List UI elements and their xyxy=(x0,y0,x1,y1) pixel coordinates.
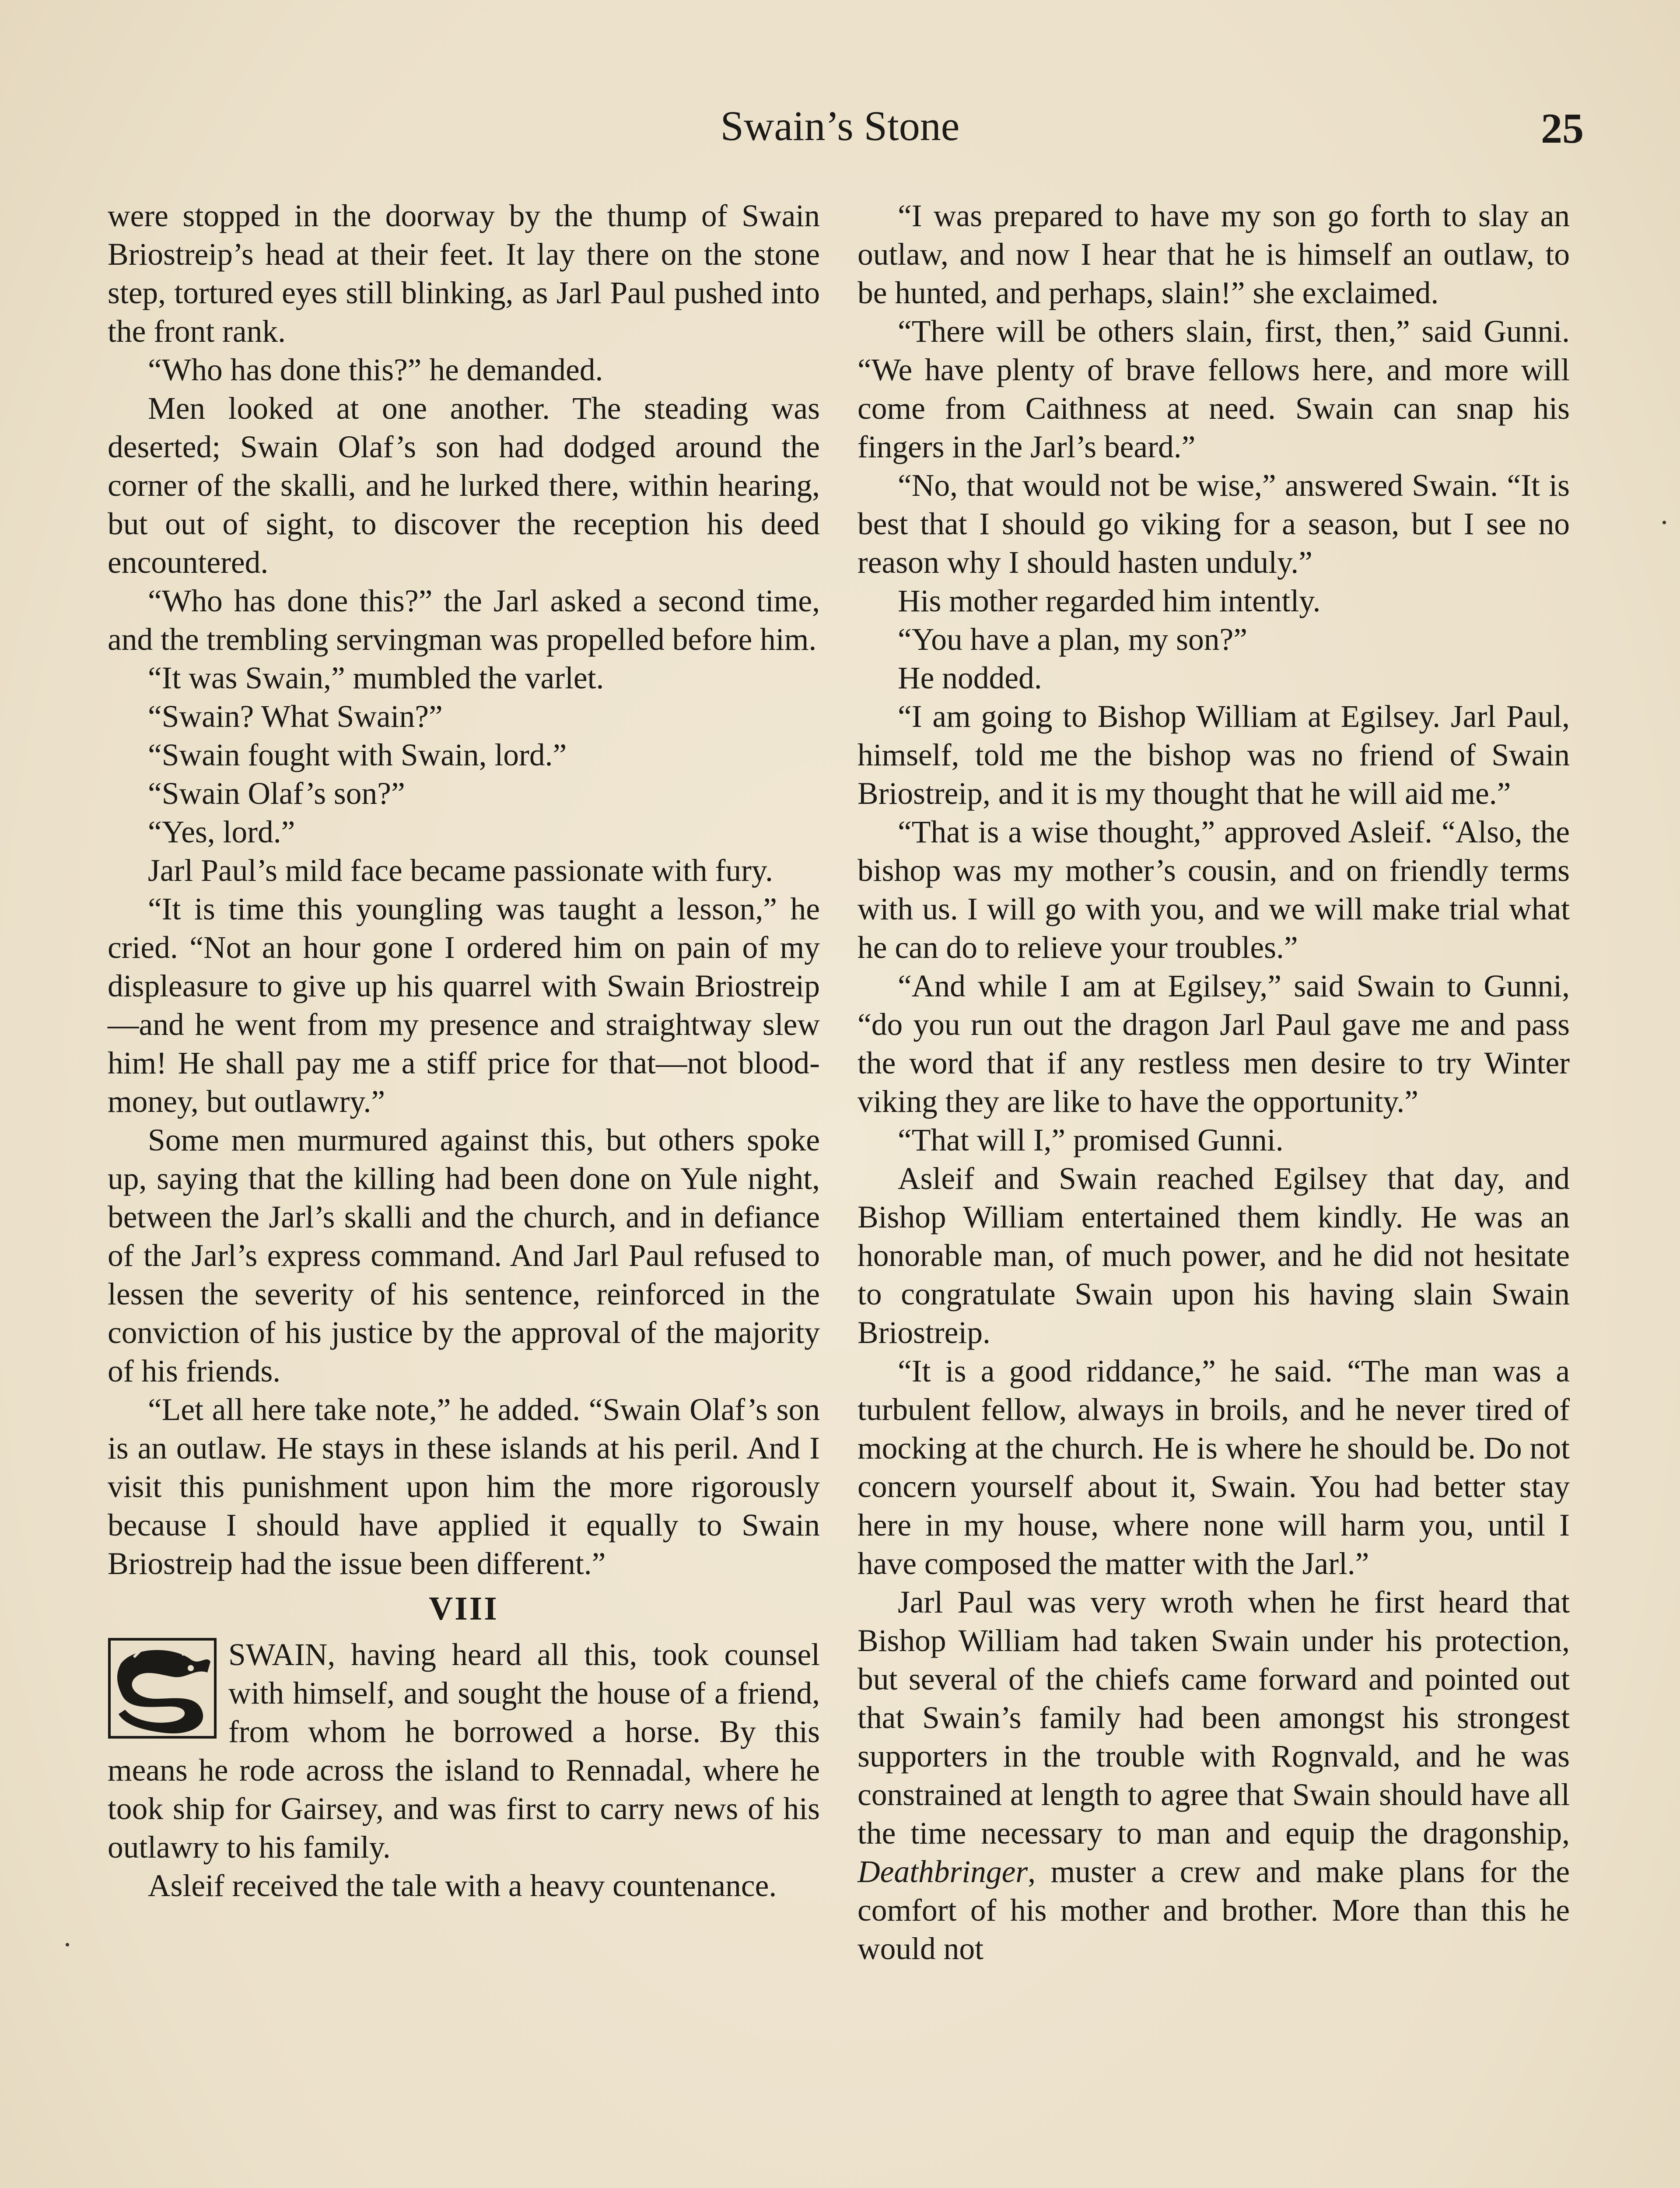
paragraph: “Who has done this?” the Jarl asked a second time, and the trembling servingman was propelled before him. xyxy=(108,584,820,657)
right-column xyxy=(858,197,1570,1968)
paragraph-last xyxy=(858,1583,1570,1968)
paragraph: “It is time this youngling was taught a lesson,” he cried. “Not an hour gone I ordered him on pain of my displeasure to give up his quarrel with Swain Briostreip—and he went from my presence and straightway slew him! He shall pay me a stiff price for that—not blood-money, but outlawry.” xyxy=(108,892,820,1119)
paragraph: “And while I am at Egilsey,” said Swain to Gunni, “do you run out the dragon Jarl Paul gave me and pass the word that if any restless men desire to try Winter viking they are like to have the opportunity.” xyxy=(858,969,1570,1119)
paragraph: Asleif and Swain reached Egilsey that day, and Bishop William entertained them kindly. He was an honorable man, of much power, and he did not hesitate to congratulate Swain upon his having slain Swain Briostreip. xyxy=(858,1161,1570,1350)
paper-speck xyxy=(66,1943,69,1946)
paragraph: He nodded. xyxy=(898,661,1042,695)
paragraph: Men looked at one another. The steading was deserted; Swain Olaf’s son had dodged around the corner of the skalli, and he lurked there, within hearing, but out of sight, to discover the reception his deed encountered. xyxy=(108,391,820,580)
paragraph: “I was prepared to have my son go forth to slay an outlaw, and now I hear that he is himself an outlaw, to be hunted, and perhaps, slain!” she exclaimed. xyxy=(858,199,1570,310)
paragraph: “Swain fought with Swain, lord.” xyxy=(148,738,567,772)
paragraph: “Yes, lord.” xyxy=(148,815,295,849)
paragraph: “Swain Olaf’s son?” xyxy=(148,776,405,811)
paragraph: “Who has done this?” he demanded. xyxy=(148,353,603,387)
paragraph: were stopped in the doorway by the thump of Swain Briostreip’s head at their feet. It lay there on the stone step, tortured eyes still blinking, as Jarl Paul pushed into the front rank. xyxy=(108,199,820,349)
paragraph: “It is a good riddance,” he said. “The man was a turbulent fellow, always in broils, and he never tired of mocking at the church. He is where he should be. Do not concern yourself about it, Swain. You had better stay here in my house, where none will harm you, until I have composed the matter with the Jarl.” xyxy=(858,1354,1570,1581)
decorative-initial-s-icon xyxy=(108,1637,217,1739)
paragraph: “You have a plan, my son?” xyxy=(898,622,1247,657)
paragraph: Asleif received the tale with a heavy countenance. xyxy=(148,1869,777,1903)
dropcap-paragraph xyxy=(108,1636,820,1867)
paragraph: “That is a wise thought,” approved Asleif. “Also, the bishop was my mother’s cousin, and on friendly terms with us. I will go with you, and we will make trial what he can do to relieve your troubles.” xyxy=(858,815,1570,965)
page-header xyxy=(0,100,1680,165)
paper-speck xyxy=(1662,521,1666,524)
paragraph: “I am going to Bishop William at Egilsey. Jarl Paul, himself, told me the bishop was no friend of Swain Briostreip, and it is my thought that he will aid me.” xyxy=(858,699,1570,811)
paragraph: Some men murmured against this, but others spoke up, saying that the killing had been done on Yule night, between the Jarl’s skalli and the church, and in defiance of the Jarl’s express command. And Jarl Paul refused to lessen the severity of his sentence, reinforced in the conviction of his justice by the approval of the majority of his friends. xyxy=(108,1123,820,1389)
paragraph: His mother regarded him intently. xyxy=(898,584,1321,618)
paragraph: “That will I,” promised Gunni. xyxy=(898,1123,1284,1157)
paragraph-text: , muster a crew and make plans for the comfort of his mother and brother. More than this he would not xyxy=(858,1855,1570,1966)
paragraph: “Let all here take note,” he added. “Swain Olaf’s son is an outlaw. He stays in these islands at his peril. And I visit this punishment upon him the more rigorously because I should have applied it equally to Swain Briostreip had the issue been different.” xyxy=(108,1392,820,1581)
paragraph: Jarl Paul’s mild face became passionate with fury. xyxy=(148,853,773,888)
running-title: Swain’s Stone xyxy=(720,102,960,149)
dropcap-paragraph-text: SWAIN, having heard all this, took counsel with himself, and sought the house of a friend, from whom he borrowed a horse. By this means he rode across the island to Rennadal, where he took ship for Gairsey, and was first to carry news of his outlawry to his family. xyxy=(108,1637,820,1865)
chapter-heading: VIII xyxy=(429,1590,499,1627)
ship-name: Deathbringer xyxy=(858,1855,1028,1889)
paragraph: “It was Swain,” mumbled the varlet. xyxy=(148,661,604,695)
paragraph: “Swain? What Swain?” xyxy=(148,699,443,734)
page-number: 25 xyxy=(1541,105,1584,152)
paragraph: “There will be others slain, first, then,” said Gunni. “We have plenty of brave fellows here, and more will come from Caithness at need. Swain can snap his fingers in the Jarl’s beard.” xyxy=(858,314,1570,464)
paragraph: “No, that would not be wise,” answered Swain. “It is best that I should go viking for a season, but I see no reason why I should hasten unduly.” xyxy=(858,468,1570,580)
paragraph-text: Jarl Paul was very wroth when he first heard that Bishop William had taken Swain under his protection, but several of the chiefs came forward and pointed out that Swain’s family had been amongst his strongest supporters in the trouble with Rognvald, and he was constrained at length to agree that Swain should have all the time necessary to man and equip the dragonship, xyxy=(858,1585,1570,1851)
left-column xyxy=(108,197,820,1905)
